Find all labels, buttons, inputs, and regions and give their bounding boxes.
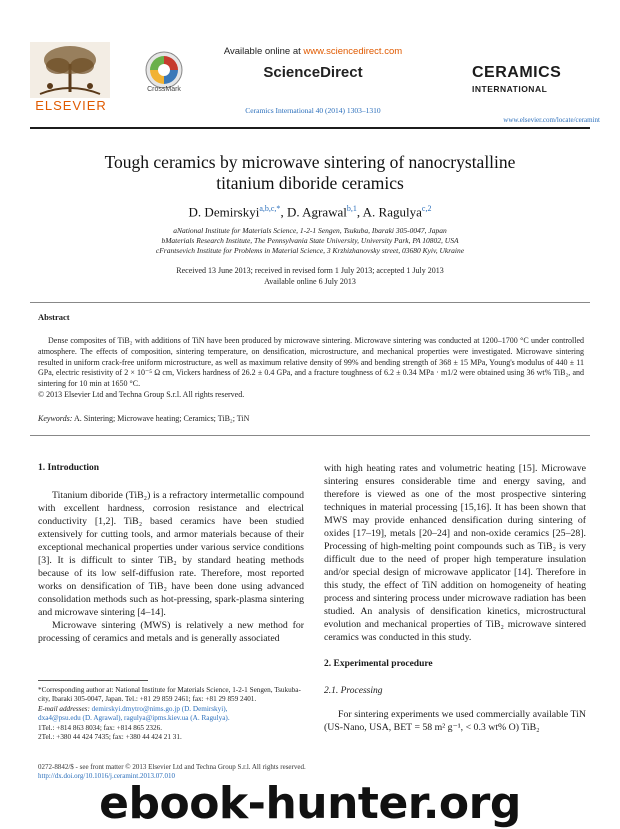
journal-logo-subtitle: INTERNATIONAL [472, 84, 548, 94]
footnote-divider [38, 680, 148, 681]
abstract-text: Dense composites of TiB₂ with additions of TiN have been produced by microwave sintering. Microwave sintering was conducted at 1200–1700 °C under controlled atmosphere. The effects of composition, sintering temperature, on densification, microstructure, and mechanical properties were investigated. Microwave sintering resulted in uniform crack-free uniform microstructure, as well as maximum relative density of 99% and bending strength of 368 ± 15 MPa, Young's modulus of 440 ± 11 GPa, electric resistivity of 2 × 10⁻⁵ Ω cm, Vickers hardness of 26.2 ± 0.4 GPa, and a fracture toughness of 6.2 ± 0.34 MPa · m1/2 were obtained using 36 wt% TiB₂, and sintering for 10 min at 1650 °C. [38, 336, 584, 389]
affiliation-line: aNational Institute for Materials Science, 1-2-1 Sengen, Tsukuba, Ibaraki 305-0047, Japan [173, 226, 447, 235]
footnote-1: 1Tel.: +814 863 8034; fax: +814 865 2326. [38, 723, 162, 732]
header-divider [30, 127, 590, 129]
journal-citation-link[interactable]: Ceramics International 40 (2014) 1303–1310 [245, 106, 381, 115]
experimental-heading: 2. Experimental procedure [324, 659, 433, 669]
author-name[interactable]: D. Demirskyi [188, 204, 260, 220]
footnote-2: 2Tel.: +380 44 424 7435; fax: +380 44 424 21 31. [38, 733, 182, 742]
elsevier-tree-logo-icon [30, 42, 110, 98]
received-dates: Received 13 June 2013; received in revised form 1 July 2013; accepted 1 July 2013 [176, 266, 444, 275]
watermark-text: ebook-hunter.org [99, 778, 521, 829]
available-online-line [198, 46, 428, 57]
article-title [60, 152, 560, 194]
affiliation-line: cFrantsevich Institute for Problems in Material Science, 3 Krzhizhanovsky street, 03680 Kyiv, Ukraine [155, 246, 465, 255]
sciencedirect-logo-text: ScienceDirect [263, 64, 363, 81]
article-title-line-2: titanium diboride ceramics [216, 173, 404, 193]
keywords-text: A. Sintering; Microwave heating; Ceramics; TiB₂; TiN [73, 414, 250, 423]
author-affiliation-marks[interactable]: a,b,c,* [259, 204, 281, 213]
introduction-heading: 1. Introduction [38, 463, 100, 473]
article-title-line-1: Tough ceramics by microwave sintering of nanocrystalline [104, 152, 516, 172]
author-list: D. Demirskyi$^{a,b,c,*}$, D. Agrawal$^{b,1}$, A. Ragulya$^{c,2}$ [188, 204, 432, 220]
abstract-body [38, 336, 584, 401]
doi-link[interactable]: http://dx.doi.org/10.1016/j.ceramint.2013.07.010 [38, 772, 175, 780]
keywords-line [38, 414, 584, 423]
sciencedirect-link[interactable]: www.sciencedirect.com [303, 46, 403, 57]
abstract-copyright: © 2013 Elsevier Ltd and Techna Group S.r.l. All rights reserved. [38, 389, 245, 399]
abstract-top-divider [30, 302, 590, 303]
email-label: E-mail addresses: [38, 704, 92, 713]
email-link[interactable]: demirskyi.dmytro@nims.go.jp (D. Demirskyi), [91, 704, 228, 713]
front-matter-line: 0272-8842/$ - see front matter © 2013 Elsevier Ltd and Techna Group S.r.l. All rights reserved. [38, 763, 306, 771]
affiliation-line: bMaterials Research Institute, The Pennsylvania State University, University Park, PA 10802, USA [161, 236, 459, 245]
abstract-bottom-divider [30, 435, 590, 436]
publisher-name: ELSEVIER [35, 98, 107, 113]
journal-header [0, 0, 620, 130]
email-link[interactable]: dxa4@psu.edu (D. Agrawal), ragulya@ipms.kiev.ua (A. Ragulya). [38, 714, 230, 723]
keywords-label: Keywords: [38, 414, 73, 423]
author-name[interactable]: A. Ragulya [362, 204, 422, 220]
introduction-paragraph: with high heating rates and volumetric heating [15]. Microwave sintering ensures considerable time and energy saving, and therefore is viewed as one of the most prospective sintering techniques in material processing [15,16]. It has been shown that MWS may provide enhanced densification during sintering of oxides [17–19], metals [20–24] and non-oxide ceramics [25–28]. Processing of high-melting point compounds such as TiB₂ is very difficult due to the need of proper high temperature insulation and/or special design of microwave applicator [14]. Therefore in this study, the effect of TiN addition on homogeneity of heating process and sintering process under microwave radiation has been studied. An analysis of densification kinetics, microstructural evolution and mechanical properties of TiB₂ microwave sintered ceramics was conducted in this study. [324, 463, 586, 643]
author-affiliation-marks[interactable]: b,1 [346, 204, 357, 213]
right-column [324, 462, 586, 734]
processing-subheading: 2.1. Processing [324, 686, 383, 696]
introduction-paragraph: Microwave sintering (MWS) is relatively a new method for processing of ceramics and metals and is generally associated [38, 620, 304, 644]
author-affiliation-marks[interactable]: c,2 [421, 204, 432, 213]
email-addresses [38, 705, 304, 714]
available-prefix: Available online at [223, 46, 304, 57]
journal-logo-title: CERAMICS [472, 64, 562, 81]
corresponding-author-note: *Corresponding author at: National Institute for Materials Science, 1-2-1 Sengen, Tsukuba-city, Ibaraki 305-0047, Japan. Tel.: +81 29 859 2461; fax: +81 29 859 2401. [38, 686, 301, 704]
abstract-heading: Abstract [38, 312, 70, 322]
experimental-paragraph: For sintering experiments we used commercially available TiN (US-Nano, USA, BET = 58 m² g⁻¹, < 0.3 wt% O) TiB₂ [324, 709, 586, 733]
left-column [38, 462, 304, 645]
affiliations [60, 226, 560, 256]
available-date: Available online 6 July 2013 [264, 276, 356, 286]
crossmark-icon[interactable] [144, 50, 184, 90]
crossmark-label: CrossMark [147, 86, 181, 93]
article-history [60, 266, 560, 287]
footnotes [38, 686, 304, 742]
journal-homepage-link[interactable]: www.elsevier.com/locate/ceramint [503, 116, 600, 124]
author-name[interactable]: D. Agrawal [286, 204, 347, 220]
introduction-paragraph: Titanium diboride (TiB₂) is a refractory intermetallic compound with excellent hardness, corrosion resistance and electrical conductivity [1,2]. TiB₂ based ceramics have been studied extensively for cutting tools, and armor materials because of their exceptional mechanical properties under various service conditions [3]. It is difficult to sinter TiB₂ by standard heating methods because of its low self-diffusion rate. Therefore, most reported works on densification of TiB₂ have been done using advanced consolidation methods such as hot-pressing, spark-plasma sintering and microwave sintering [4–14]. [38, 490, 304, 618]
